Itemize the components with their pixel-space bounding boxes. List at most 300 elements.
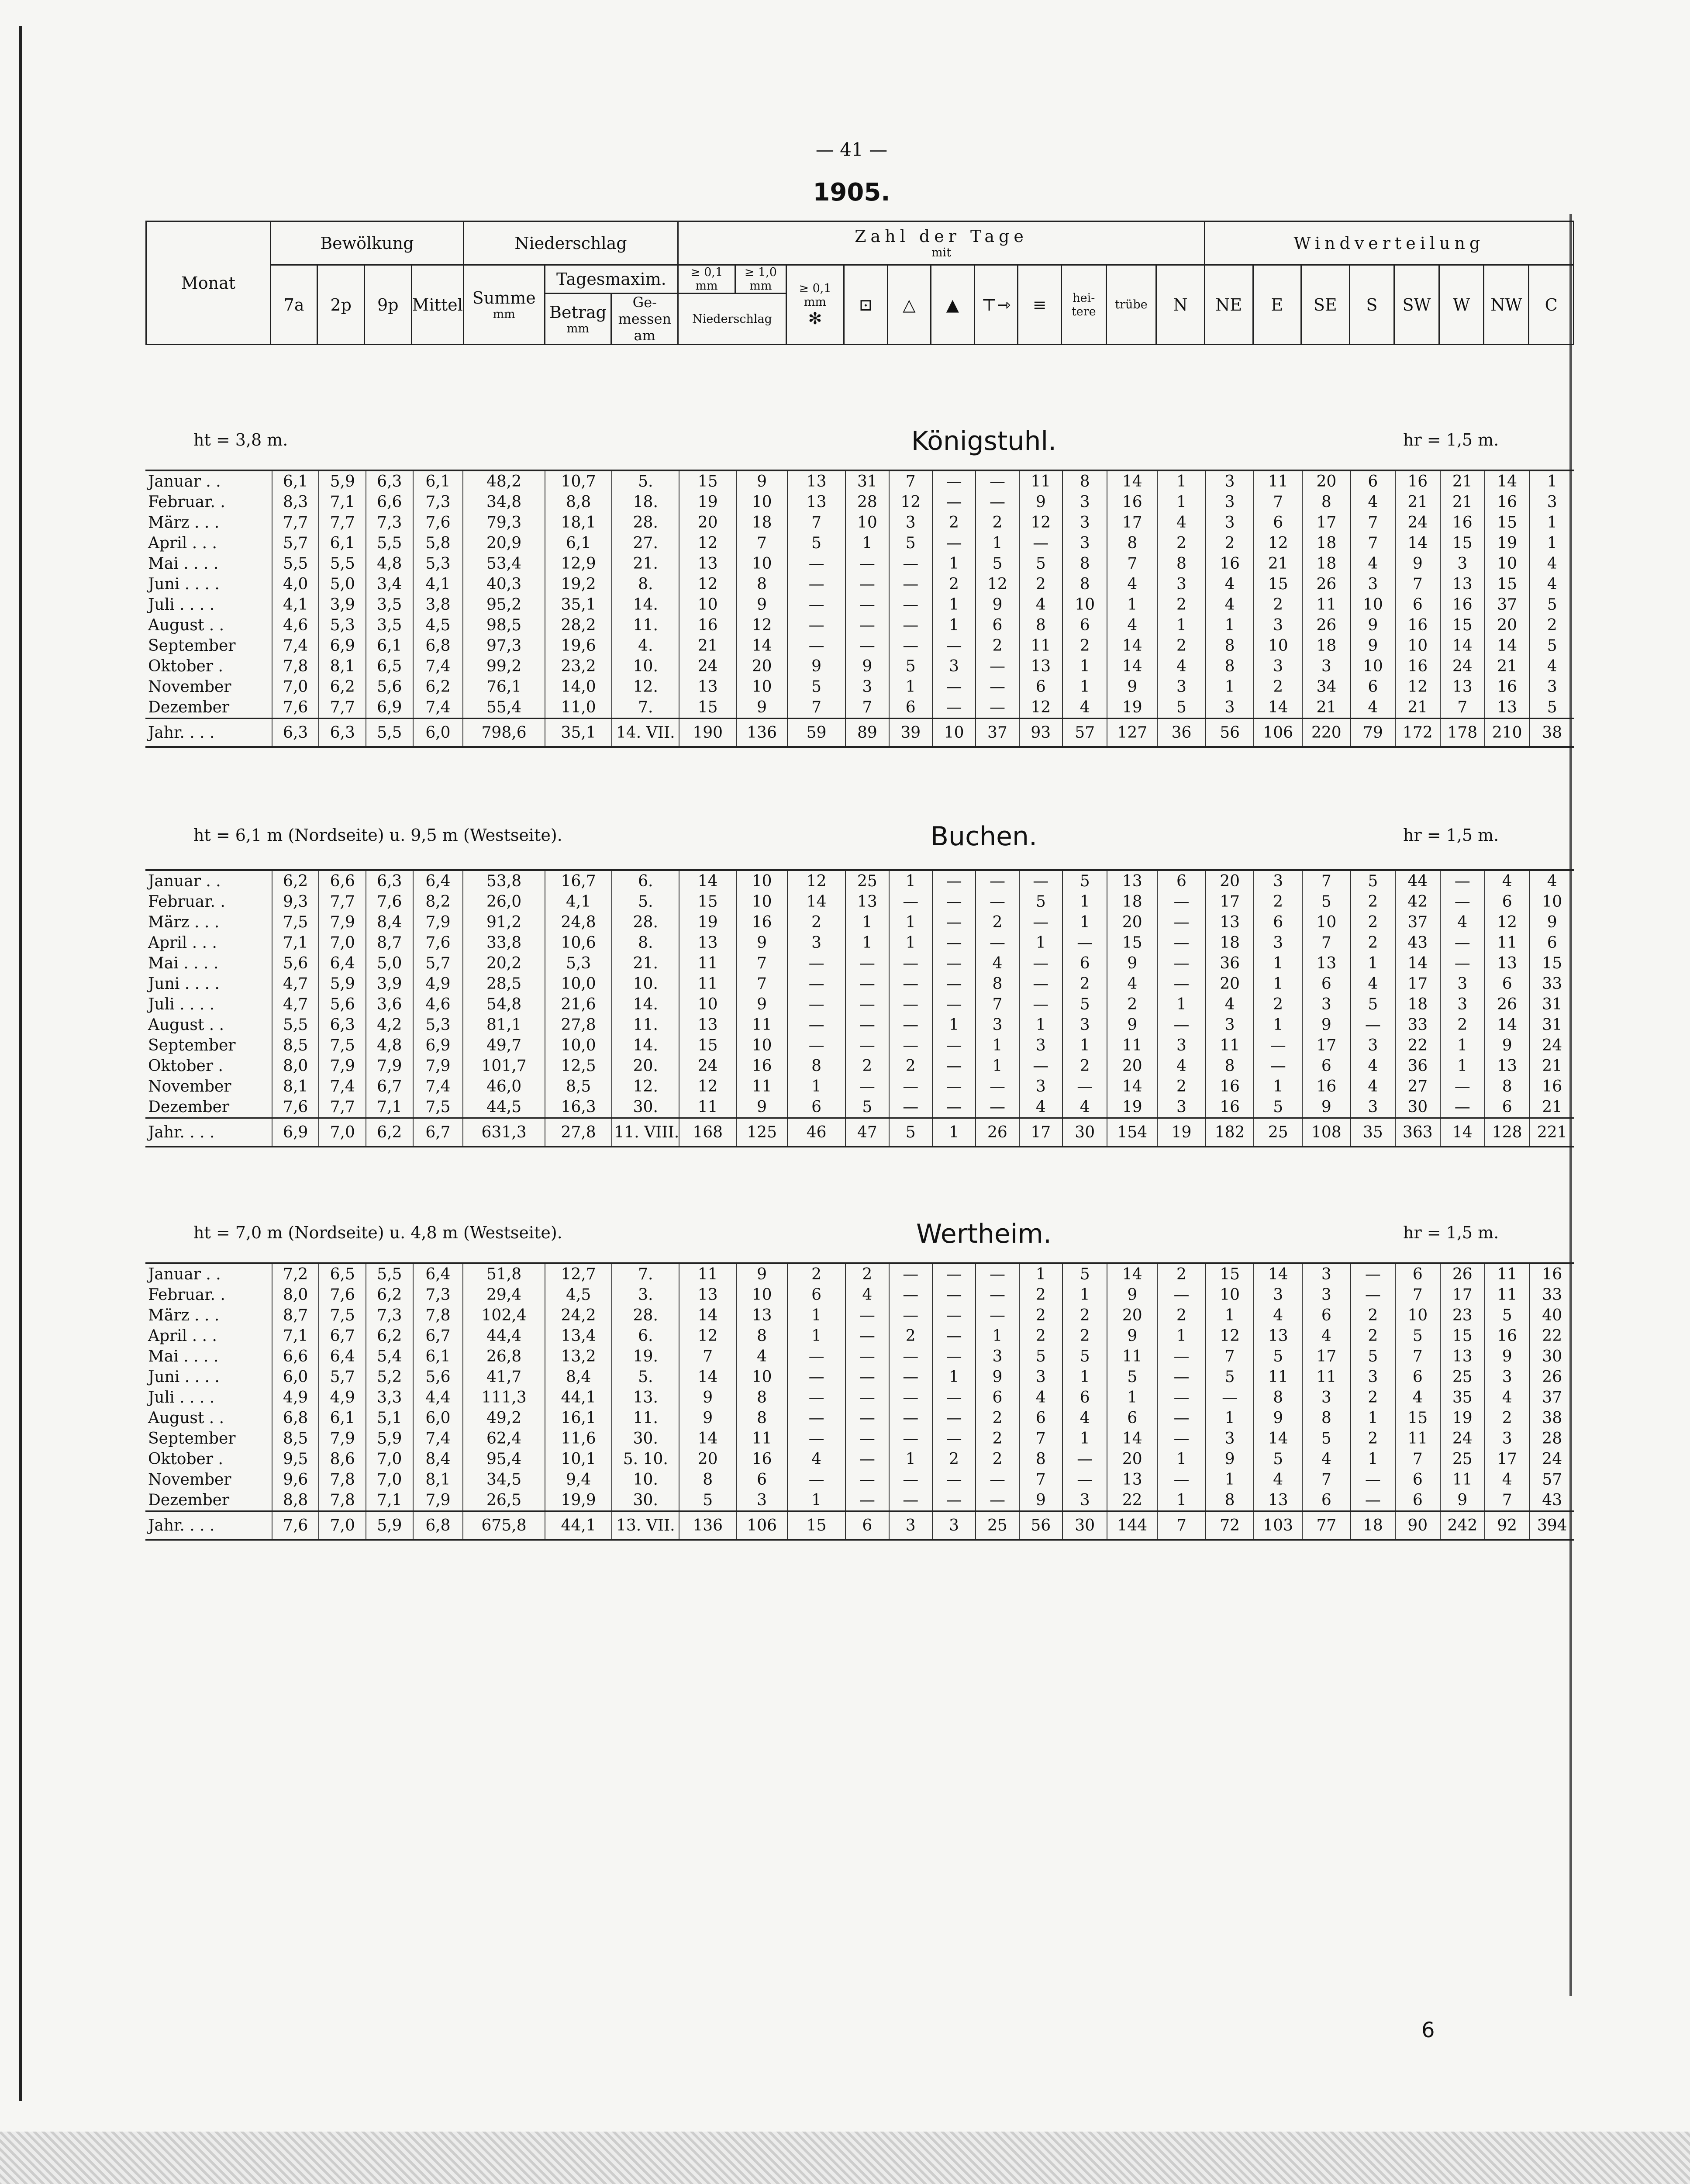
table-cell: 8 [1062, 553, 1107, 574]
table-cell: 20 [1107, 912, 1157, 933]
month-label: August . . [148, 1016, 224, 1034]
table-cell: — [845, 994, 889, 1015]
table-cell: 11 [1485, 1263, 1529, 1285]
table-row [145, 974, 1574, 994]
table-cell: 7 [1107, 553, 1157, 574]
table-cell: 4,7 [272, 974, 319, 994]
table-cell: 7,6 [272, 1097, 319, 1118]
table-cell: 59 [787, 719, 845, 747]
table-cell: — [787, 1469, 845, 1490]
table-cell: 7,0 [319, 933, 366, 953]
table-cell: 1 [1062, 677, 1107, 697]
table-cell: 34 [1302, 677, 1351, 697]
table-cell: 19 [1107, 1097, 1157, 1118]
table-cell: — [889, 1408, 932, 1428]
table-cell: 30. [612, 1097, 679, 1118]
table-cell: 7 [1485, 1490, 1529, 1511]
table-cell: 4 [1107, 574, 1157, 594]
table-cell: 10 [736, 892, 787, 912]
table-cell: 16 [1529, 1076, 1574, 1097]
table-cell: 48,2 [463, 470, 545, 492]
table-cell: — [1062, 933, 1107, 953]
table-cell: — [1062, 1076, 1107, 1097]
month-label: Juli . . . . [148, 1389, 215, 1406]
table-cell: 5,0 [319, 574, 366, 594]
table-cell: 3 [1351, 574, 1395, 594]
table-cell: 7. [612, 1263, 679, 1285]
table-cell: 19,6 [545, 636, 612, 656]
table-cell: 44,5 [463, 1097, 545, 1118]
table-cell: 6,6 [366, 492, 413, 512]
table-cell: 7,3 [413, 492, 463, 512]
table-cell: 7,7 [319, 512, 366, 533]
table-cell: — [1019, 953, 1062, 974]
table-cell: 106 [736, 1511, 787, 1540]
table-cell: 26 [1302, 574, 1351, 594]
table-cell: 6,2 [272, 870, 319, 892]
table-row [145, 892, 1574, 912]
table-cell: 2 [1062, 1326, 1107, 1346]
table-row [145, 1076, 1574, 1097]
table-cell: 2 [1019, 574, 1062, 594]
hail-solid-icon: ▲ [931, 265, 975, 345]
table-cell: 1 [976, 1326, 1019, 1346]
table-cell: 7,8 [319, 1469, 366, 1490]
table-cell: 7 [787, 697, 845, 719]
table-cell: 15 [679, 697, 736, 719]
table-cell: 23 [1440, 1305, 1485, 1326]
table-cell: 7,6 [413, 933, 463, 953]
table-cell: — [889, 1015, 932, 1035]
table-cell: 18 [1302, 553, 1351, 574]
table-cell: 5,3 [413, 553, 463, 574]
table-cell: 4,9 [272, 1387, 319, 1408]
table-cell: 3 [1302, 994, 1351, 1015]
table-cell: 1 [845, 533, 889, 553]
table-cell: 7,9 [413, 912, 463, 933]
table-cell: 2 [976, 636, 1019, 656]
table-cell: 9 [1206, 1449, 1254, 1469]
table-cell: 9 [976, 594, 1019, 615]
table-cell: 2 [1485, 1408, 1529, 1428]
table-cell: 6 [1485, 892, 1529, 912]
table-cell: 3,8 [413, 594, 463, 615]
table-cell: 10 [736, 1035, 787, 1056]
table-cell: 7,9 [319, 1428, 366, 1449]
table-cell: 7,1 [366, 1097, 413, 1118]
table-cell: 1 [1254, 953, 1302, 974]
table-cell: 6 [1062, 615, 1107, 636]
table-cell: 5,3 [413, 1015, 463, 1035]
table-cell: 4 [1107, 615, 1157, 636]
table-cell: 3 [1206, 512, 1254, 533]
table-cell: 8,8 [545, 492, 612, 512]
table-cell: — [1157, 912, 1206, 933]
table-cell: 26,5 [463, 1490, 545, 1511]
table-cell: 3,6 [366, 994, 413, 1015]
table-cell: 9 [1351, 615, 1395, 636]
table-cell: 31 [1529, 994, 1574, 1015]
table-cell: 24 [1529, 1449, 1574, 1469]
table-cell: — [889, 594, 932, 615]
header-summe-unit: mm [493, 308, 515, 321]
table-cell: 21. [612, 953, 679, 974]
table-cell: 16 [1485, 492, 1529, 512]
table-cell: 17 [1107, 512, 1157, 533]
table-cell: 2 [1157, 1263, 1206, 1285]
table-cell: 30. [612, 1490, 679, 1511]
table-cell: — [932, 892, 976, 912]
table-cell: 5 [976, 553, 1019, 574]
table-cell: — [845, 1076, 889, 1097]
table-cell: 2 [1351, 1387, 1395, 1408]
table-cell: 5 [679, 1490, 736, 1511]
table-cell: 15 [1395, 1408, 1440, 1428]
table-cell: — [976, 1490, 1019, 1511]
table-cell: 11,6 [545, 1428, 612, 1449]
table-cell: 10 [1254, 636, 1302, 656]
table-cell: 36 [1206, 953, 1254, 974]
table-cell: 103 [1254, 1511, 1302, 1540]
table-cell: 8 [736, 1387, 787, 1408]
table-cell: 8,8 [272, 1490, 319, 1511]
table-cell: 8,4 [545, 1367, 612, 1387]
fog-icon: ≡ [1018, 265, 1062, 345]
table-cell: 5 [1019, 892, 1062, 912]
table-cell: 11 [1206, 1035, 1254, 1056]
table-cell: 4 [1206, 994, 1254, 1015]
table-cell: 19 [1157, 1118, 1206, 1147]
table-cell: 7,6 [413, 512, 463, 533]
table-cell: 5 [787, 677, 845, 697]
table-cell: 15 [679, 1035, 736, 1056]
table-cell: 95,2 [463, 594, 545, 615]
table-cell: 6,1 [413, 1346, 463, 1367]
table-cell: 13 [1485, 1056, 1529, 1076]
table-cell: 7,4 [413, 697, 463, 719]
table-cell: 9 [736, 994, 787, 1015]
table-cell: 6,7 [413, 1118, 463, 1147]
table-cell: 1 [932, 1118, 976, 1147]
table-cell: 14 [787, 892, 845, 912]
table-row [145, 594, 1574, 615]
table-row [145, 1469, 1574, 1490]
table-cell: 3 [1157, 1035, 1206, 1056]
table-cell: 22 [1529, 1326, 1574, 1346]
table-cell: 5,5 [366, 1263, 413, 1285]
table-cell: 127 [1107, 719, 1157, 747]
table-cell: 4,6 [272, 615, 319, 636]
table-cell: 7,0 [319, 1118, 366, 1147]
table-cell: 16 [1302, 1076, 1351, 1097]
table-cell: 26 [1302, 615, 1351, 636]
table-cell: 7 [1351, 533, 1395, 553]
table-cell: 9 [736, 933, 787, 953]
header-windverteilung: Windverteilung [1204, 221, 1573, 265]
table-cell: 7,1 [272, 1326, 319, 1346]
table-cell: — [787, 953, 845, 974]
table-cell: 6 [1254, 512, 1302, 533]
table-cell: 7,0 [366, 1449, 413, 1469]
table-cell: 3 [1157, 574, 1206, 594]
table-row [145, 656, 1574, 677]
table-cell: 14 [1254, 1428, 1302, 1449]
table-cell: 190 [679, 719, 736, 747]
table-cell: 13 [1206, 912, 1254, 933]
table-cell: 6,4 [413, 870, 463, 892]
month-label: Mai . . . . [148, 954, 219, 972]
table-cell: 26 [1485, 994, 1529, 1015]
table-cell: 10 [1351, 656, 1395, 677]
table-cell: — [845, 974, 889, 994]
table-cell: 8 [1062, 574, 1107, 594]
table-cell: 8,6 [319, 1449, 366, 1469]
table-cell: 2 [1157, 636, 1206, 656]
thunderstorm-icon: ⊤⇾ [974, 265, 1018, 345]
table-cell: 2 [1206, 533, 1254, 553]
table-cell: 20 [1107, 1305, 1157, 1326]
table-cell: 28 [1529, 1428, 1574, 1449]
table-cell: 13. VII. [612, 1511, 679, 1540]
table-cell: 3 [1157, 677, 1206, 697]
table-cell: 21 [1440, 470, 1485, 492]
table-cell: 9,3 [272, 892, 319, 912]
page-number: — 41 — [815, 139, 888, 160]
table-cell: 13 [1107, 1469, 1157, 1490]
table-cell: 1 [889, 912, 932, 933]
table-cell: 128 [1485, 1118, 1529, 1147]
table-cell: 9 [1485, 1346, 1529, 1367]
table-cell: 9 [1107, 1015, 1157, 1035]
table-cell: 108 [1302, 1118, 1351, 1147]
table-cell: 5,7 [319, 1367, 366, 1387]
table-cell: 27 [1395, 1076, 1440, 1097]
table-cell: — [1351, 1490, 1395, 1511]
table-cell: 6,8 [272, 1408, 319, 1428]
month-label: Oktober . [148, 657, 223, 675]
table-cell: 2 [845, 1056, 889, 1076]
month-label: Januar . . [148, 1265, 221, 1283]
table-cell: 2 [932, 1449, 976, 1469]
table-cell: 8 [1485, 1076, 1529, 1097]
table-cell: — [787, 974, 845, 994]
table-cell: 1 [1019, 1263, 1062, 1285]
table-cell: 5 [1062, 1346, 1107, 1367]
table-cell: 3 [1254, 933, 1302, 953]
table-cell: 13,2 [545, 1346, 612, 1367]
table-cell: 8 [1157, 553, 1206, 574]
table-cell: 5,9 [319, 974, 366, 994]
table-cell: 13. [612, 1387, 679, 1408]
table-cell: 44 [1395, 870, 1440, 892]
table-cell: — [1157, 1346, 1206, 1367]
table-cell: 11,0 [545, 697, 612, 719]
header-heitere: hei- tere [1061, 265, 1106, 345]
table-cell: 4,1 [272, 594, 319, 615]
table-cell: 3 [1206, 697, 1254, 719]
table-cell: 13 [1440, 677, 1485, 697]
table-cell: 20 [679, 512, 736, 533]
table-cell: — [932, 1076, 976, 1097]
table-row [145, 636, 1574, 656]
table-cell: 12. [612, 677, 679, 697]
table-cell: 56 [1206, 719, 1254, 747]
table-cell: — [787, 1387, 845, 1408]
table-cell: 2 [976, 1408, 1019, 1428]
table-cell: 14 [1107, 636, 1157, 656]
table-cell: 1 [1206, 1408, 1254, 1428]
table-cell: 111,3 [463, 1387, 545, 1408]
table-cell: 26,0 [463, 892, 545, 912]
table-cell: 21 [1254, 553, 1302, 574]
table-cell: 8 [1206, 1056, 1254, 1076]
scan-border-left [19, 26, 22, 2101]
table-cell: 14 [1485, 1015, 1529, 1035]
table-cell: 2 [1107, 994, 1157, 1015]
table-cell: 7,2 [272, 1263, 319, 1285]
table-cell: — [976, 1076, 1019, 1097]
table-cell: 11 [1254, 1367, 1302, 1387]
station-name: Wertheim. [916, 1219, 1052, 1249]
table-cell: — [787, 1015, 845, 1035]
table-row-year-total [145, 1511, 1574, 1540]
table-cell: 6 [1254, 912, 1302, 933]
table-cell: 11 [679, 953, 736, 974]
table-cell: — [1157, 892, 1206, 912]
table-cell: 221 [1529, 1118, 1574, 1147]
table-cell: 4. [612, 636, 679, 656]
table-cell: 4 [1019, 594, 1062, 615]
table-cell: 7 [1351, 512, 1395, 533]
table-cell: 6. [612, 870, 679, 892]
table-cell: 14 [1107, 1076, 1157, 1097]
station-hr: hr = 1,5 m. [1403, 430, 1499, 449]
table-cell: — [1157, 1387, 1206, 1408]
table-cell: — [889, 974, 932, 994]
table-row [145, 492, 1574, 512]
table-cell: — [845, 1428, 889, 1449]
table-cell: 14 [1107, 656, 1157, 677]
table-cell: 4 [976, 953, 1019, 974]
table-cell: 36 [1157, 719, 1206, 747]
table-cell: 7,6 [272, 697, 319, 719]
table-row [145, 933, 1574, 953]
table-cell: — [932, 677, 976, 697]
table-cell: 6,4 [413, 1263, 463, 1285]
table-cell: — [889, 1387, 932, 1408]
table-cell: 14 [679, 870, 736, 892]
table-cell: 9 [1440, 1490, 1485, 1511]
table-cell: 10 [1351, 594, 1395, 615]
station-heading-koenigstuhl [145, 426, 1574, 454]
table-cell: 11 [1302, 1367, 1351, 1387]
table-cell: 21. [612, 553, 679, 574]
table-cell: 7 [1395, 1346, 1440, 1367]
table-cell: 16 [1485, 1326, 1529, 1346]
table-cell: 10 [1485, 553, 1529, 574]
header-monat: Monat [146, 221, 271, 345]
table-cell: 6,2 [366, 1326, 413, 1346]
table-cell: 1 [932, 615, 976, 636]
table-cell: 4 [1062, 1097, 1107, 1118]
table-cell: 20 [1107, 1056, 1157, 1076]
table-row [145, 1346, 1574, 1367]
table-cell: 79 [1351, 719, 1395, 747]
table-cell: 6,2 [413, 677, 463, 697]
table-cell: — [1351, 1285, 1395, 1305]
table-cell: 12 [736, 615, 787, 636]
table-cell: — [845, 594, 889, 615]
table-cell: 3 [1351, 1097, 1395, 1118]
table-cell: 7 [1254, 492, 1302, 512]
table-cell: 4 [1440, 912, 1485, 933]
table-cell: 8,4 [413, 1449, 463, 1469]
table-cell: 6 [845, 1511, 889, 1540]
table-cell: 17 [1302, 512, 1351, 533]
table-cell: 37 [1395, 912, 1440, 933]
table-cell: 15 [1440, 533, 1485, 553]
table-cell: 3 [976, 1346, 1019, 1367]
table-cell: 8 [787, 1056, 845, 1076]
table-cell: 10 [1395, 1305, 1440, 1326]
table-cell: — [787, 994, 845, 1015]
table-cell: 4,7 [272, 994, 319, 1015]
table-cell: 5,7 [272, 533, 319, 553]
table-cell: 3,9 [319, 594, 366, 615]
table-row [145, 1490, 1574, 1511]
table-cell: 3 [1019, 1367, 1062, 1387]
table-cell: — [976, 1263, 1019, 1285]
table-cell: 2 [1062, 1056, 1107, 1076]
table-cell: 178 [1440, 719, 1485, 747]
table-cell: 8 [736, 1326, 787, 1346]
table-cell: 1 [1062, 1035, 1107, 1056]
table-cell: — [976, 892, 1019, 912]
table-cell: 5 [1351, 1346, 1395, 1367]
table-cell: 11 [1485, 933, 1529, 953]
table-cell: 9 [1107, 677, 1157, 697]
table-cell: 28. [612, 912, 679, 933]
table-cell: 5 [1157, 697, 1206, 719]
table-cell: 12 [889, 492, 932, 512]
table-cell: 16,7 [545, 870, 612, 892]
table-cell: 1 [976, 1056, 1019, 1076]
table-cell: 13 [845, 892, 889, 912]
table-cell: 9 [1019, 1490, 1062, 1511]
table-row [145, 1056, 1574, 1076]
table-cell: — [845, 574, 889, 594]
table-cell: 14 [1485, 636, 1529, 656]
table-cell: 5,5 [272, 553, 319, 574]
table-cell: 9 [1302, 1097, 1351, 1118]
table-row [145, 533, 1574, 553]
table-cell: 9 [1529, 912, 1574, 933]
table-cell: 28. [612, 512, 679, 533]
table-cell: 7 [1302, 933, 1351, 953]
table-cell: — [787, 636, 845, 656]
table-cell: 18 [1395, 994, 1440, 1015]
table-cell: — [1440, 892, 1485, 912]
table-cell: 1 [1157, 470, 1206, 492]
table-cell: 2 [976, 512, 1019, 533]
table-cell: 5,6 [319, 994, 366, 1015]
table-cell: 3 [1019, 1035, 1062, 1056]
table-cell: 13 [1440, 574, 1485, 594]
table-cell: 1 [1351, 953, 1395, 974]
table-cell: 8 [1019, 1449, 1062, 1469]
table-row [145, 677, 1574, 697]
table-cell: 14 [1107, 1263, 1157, 1285]
